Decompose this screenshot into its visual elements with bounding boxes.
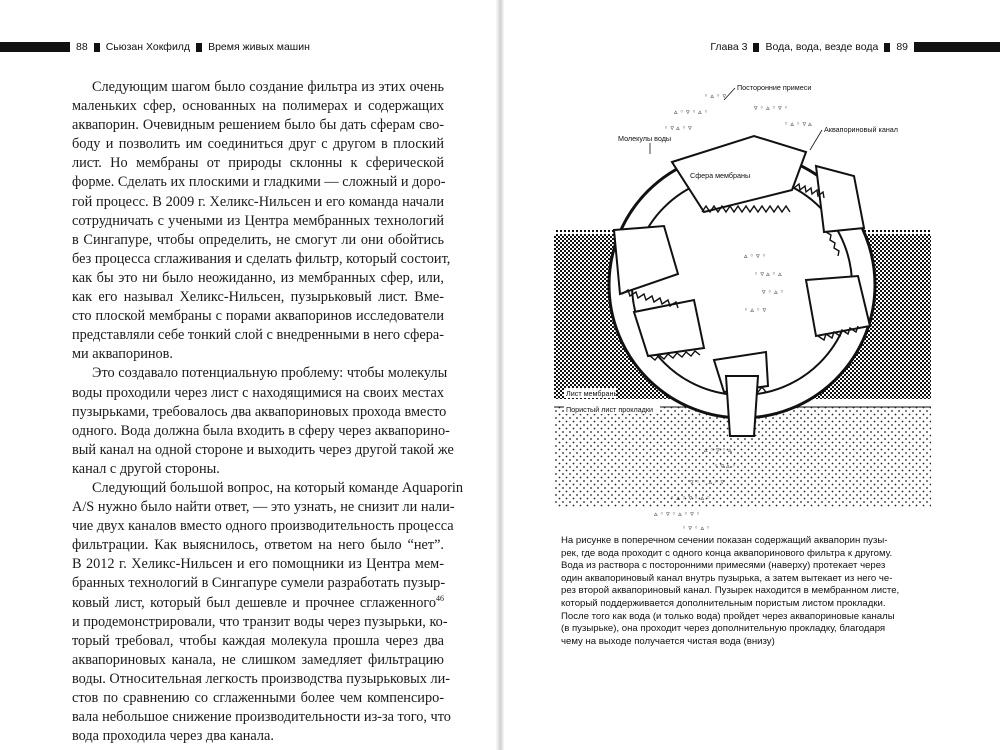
running-header-right [710, 41, 1000, 53]
caption-line: один аквапориновый канал внутрь пузырька, а затем вытекает из него че- [561, 572, 893, 584]
label-porous-sheet: Пористый лист прокладки [566, 405, 653, 414]
text-line: канал с другой стороны. [72, 460, 220, 477]
caption-line: На рисунке в поперечном сечении показан содержащий аквапорин пузы- [561, 535, 888, 546]
svg-text:▵ ◦ ▿ ◦ ▵ ◦: ▵ ◦ ▿ ◦ ▵ ◦ [674, 108, 709, 116]
caption-line: (в пузырьке), она проходит через дополнительную прокладку, благодаря [561, 623, 886, 635]
text-line: как его называл Хеликс-Нильсен, пузырьковый лист. Вме- [72, 289, 444, 306]
header-separator [884, 43, 890, 52]
header-separator [94, 43, 100, 52]
svg-text:▵ ◦ ▿ ◦: ▵ ◦ ▿ ◦ [744, 252, 766, 260]
text-line-content: ковый лист, который был дешевле и прочнее сглаженного [72, 594, 436, 611]
header-separator [196, 43, 202, 52]
text-line: вый канал на одной стороне и выходить через другой такой же [72, 441, 454, 458]
footnote-ref: 46 [436, 593, 444, 603]
text-line: воды проходили через лист с находящимися на своих местах [72, 384, 444, 401]
exit-pore [726, 376, 758, 436]
text-line: аквапорин. Очевидным решением было бы дать сферам сво- [72, 117, 444, 134]
text-line: вала небольшое снижение производительности из-за того, что [72, 709, 451, 726]
svg-text:◦ ▿ ▵ ◦ ▵: ◦ ▿ ▵ ◦ ▵ [754, 270, 782, 278]
page-number-left: 88 [76, 41, 88, 53]
svg-text:◦ ▿ ▵ ◦ ▿: ◦ ▿ ▵ ◦ ▿ [664, 124, 692, 132]
svg-text:▿ ◦ ▵ ◦ ▿ ◦: ▿ ◦ ▵ ◦ ▿ ◦ [754, 104, 789, 112]
label-aquaporin-channel: Аквапориновый канал [824, 125, 898, 134]
svg-text:▵ ◦ ▿ ◦ ▵ ◦ ▿ ◦: ▵ ◦ ▿ ◦ ▵ ◦ ▿ ◦ [654, 510, 701, 518]
text-line: сотрудничать с учеными из Центра мембранных технологий [72, 212, 444, 229]
running-header-left [0, 41, 310, 53]
label-membrane-sphere: Сфера мембраны [690, 171, 751, 180]
caption-line: чему на выходе получается чистая вода (внизу) [561, 635, 775, 647]
text-line: фильтрации. Как выяснилось, ответом на него было “нет”. [72, 537, 444, 554]
header-book-title: Время живых машин [208, 41, 310, 53]
caption-line: Вода из раствора с посторонними примесями (наверху) протекает через [561, 560, 886, 572]
header-separator [753, 43, 759, 52]
caption-line: который поддерживается дополнительным пористым листом прокладки. [561, 597, 886, 609]
left-page [0, 0, 496, 750]
text-line: В 2012 г. Хеликс-Нильсен и его помощники из Центра мем- [72, 556, 444, 573]
text-line: вода проходила через два канала. [72, 728, 274, 745]
aquaporin-vesicle-diagram [554, 80, 931, 535]
text-line: воды. Относительная легкость производства пузырьковых ли- [72, 670, 450, 687]
text-line: как бы это ни было неожиданно, из мембранных сфер, или, [72, 269, 444, 286]
text-line: форме. Сделать их плоскими и гладкими — сложный и доро- [72, 174, 446, 191]
text-line: представляли себе тонкий слой с внедренными в него сфера- [72, 327, 444, 344]
svg-text:◦ ▿ ▵ ◦: ◦ ▿ ▵ ◦ [714, 462, 736, 470]
svg-text:◦ ▵ ◦ ▿: ◦ ▵ ◦ ▿ [744, 306, 766, 314]
header-bar [0, 42, 70, 52]
text-line: Следующим шагом было создание фильтра из этих очень [92, 79, 444, 95]
svg-text:▿ ◦ ▵ ◦: ▿ ◦ ▵ ◦ [762, 288, 784, 296]
text-line: лист. Но мембраны от природы склонны к сферической [72, 155, 444, 172]
svg-text:◦ ▵ ◦ ▿ ◦ ▵ ◦: ◦ ▵ ◦ ▿ ◦ ▵ ◦ [670, 494, 711, 502]
figure-caption [561, 535, 937, 648]
text-line: пузырьками, требовалось два аквапориновых прохода вместо [72, 403, 447, 420]
text-line [72, 594, 444, 613]
svg-text:◦ ▵ ◦ ▿: ◦ ▵ ◦ ▿ [704, 92, 726, 100]
text-line: чие двух каналов вместо одного производительность процесса [72, 518, 454, 535]
text-line: в Сингапуре, чтобы определить, не смогут ли они обойтись [72, 231, 444, 248]
text-line: Следующий большой вопрос, на который команде Aquaporin [92, 479, 464, 496]
text-line: ми аквапоринов. [72, 346, 174, 363]
page-number-right: 89 [896, 41, 908, 53]
text-line: боду и позволить им соединиться друг с другом в плоский [72, 136, 444, 153]
header-bar [914, 42, 1000, 52]
book-spine [496, 0, 504, 750]
body-text [72, 78, 464, 746]
svg-text:◦ ▵ ◦ ▿ ▵: ◦ ▵ ◦ ▿ ▵ [784, 120, 812, 128]
caption-line: После того как вода (и только вода) пройдет через аквапориновые каналы [561, 610, 895, 622]
text-line: гой процесс. В 2009 г. Хеликс-Нильсен и его команда начали [72, 193, 444, 210]
text-line: A/S нужно было найти ответ, — это узнать, не снизит ли нали- [72, 499, 455, 516]
text-line: стов по сравнению со сглаженными более чем компенсиро- [72, 690, 444, 706]
svg-text:▵ ◦ ▿ ◦ ▵: ▵ ◦ ▿ ◦ ▵ [704, 446, 732, 454]
svg-text:◦ ▿ ◦ ▵ ◦: ◦ ▿ ◦ ▵ ◦ [682, 524, 711, 532]
label-water-molecules: Молекулы воды [618, 134, 672, 143]
header-author: Сьюзан Хокфилд [105, 41, 191, 53]
text-line: сто плоской мембраны с порами аквапоринов исследователи [72, 308, 444, 325]
header-chapter: Глава 3 [710, 41, 748, 53]
header-chapter-title: Вода, вода, везде вода [765, 41, 879, 53]
label-impurities: Посторонние примеси [737, 83, 812, 92]
label-membrane-sheet: Лист мембраны [566, 389, 619, 398]
text-line: и продемонстрировали, что транзит воды через пузырьки, ко- [72, 613, 448, 630]
text-line: аквапориновых канала, не слишком замедляет фильтрацию [72, 651, 444, 668]
caption-line: рек, где вода проходит с одного конца аквапоринового фильтра к другому. [561, 547, 893, 559]
text-line: маленьких сфер, основанных на полимерах и содержащих [72, 98, 444, 115]
text-line: торый требовал, чтобы каждая молекула прошла через два [72, 632, 444, 649]
caption-line: рез второй аквапориновый канал. Пузырек находится в мембранном листе, [561, 585, 900, 597]
text-line: Это создавало потенциальную проблему: чтобы молекулы [92, 365, 448, 382]
text-line: бранных технологий в Сингапуре сумели разработать пузыр- [72, 575, 446, 592]
text-line: одного. Вода должна была входить в сферу через аквапорино- [72, 422, 450, 439]
text-line: без процесса сглаживания и сделать фильтр, который состоит, [72, 250, 451, 267]
svg-text:▿ ◦ ◦ ▵ ◦ ▿: ▿ ◦ ◦ ▵ ◦ ▿ [690, 478, 725, 486]
